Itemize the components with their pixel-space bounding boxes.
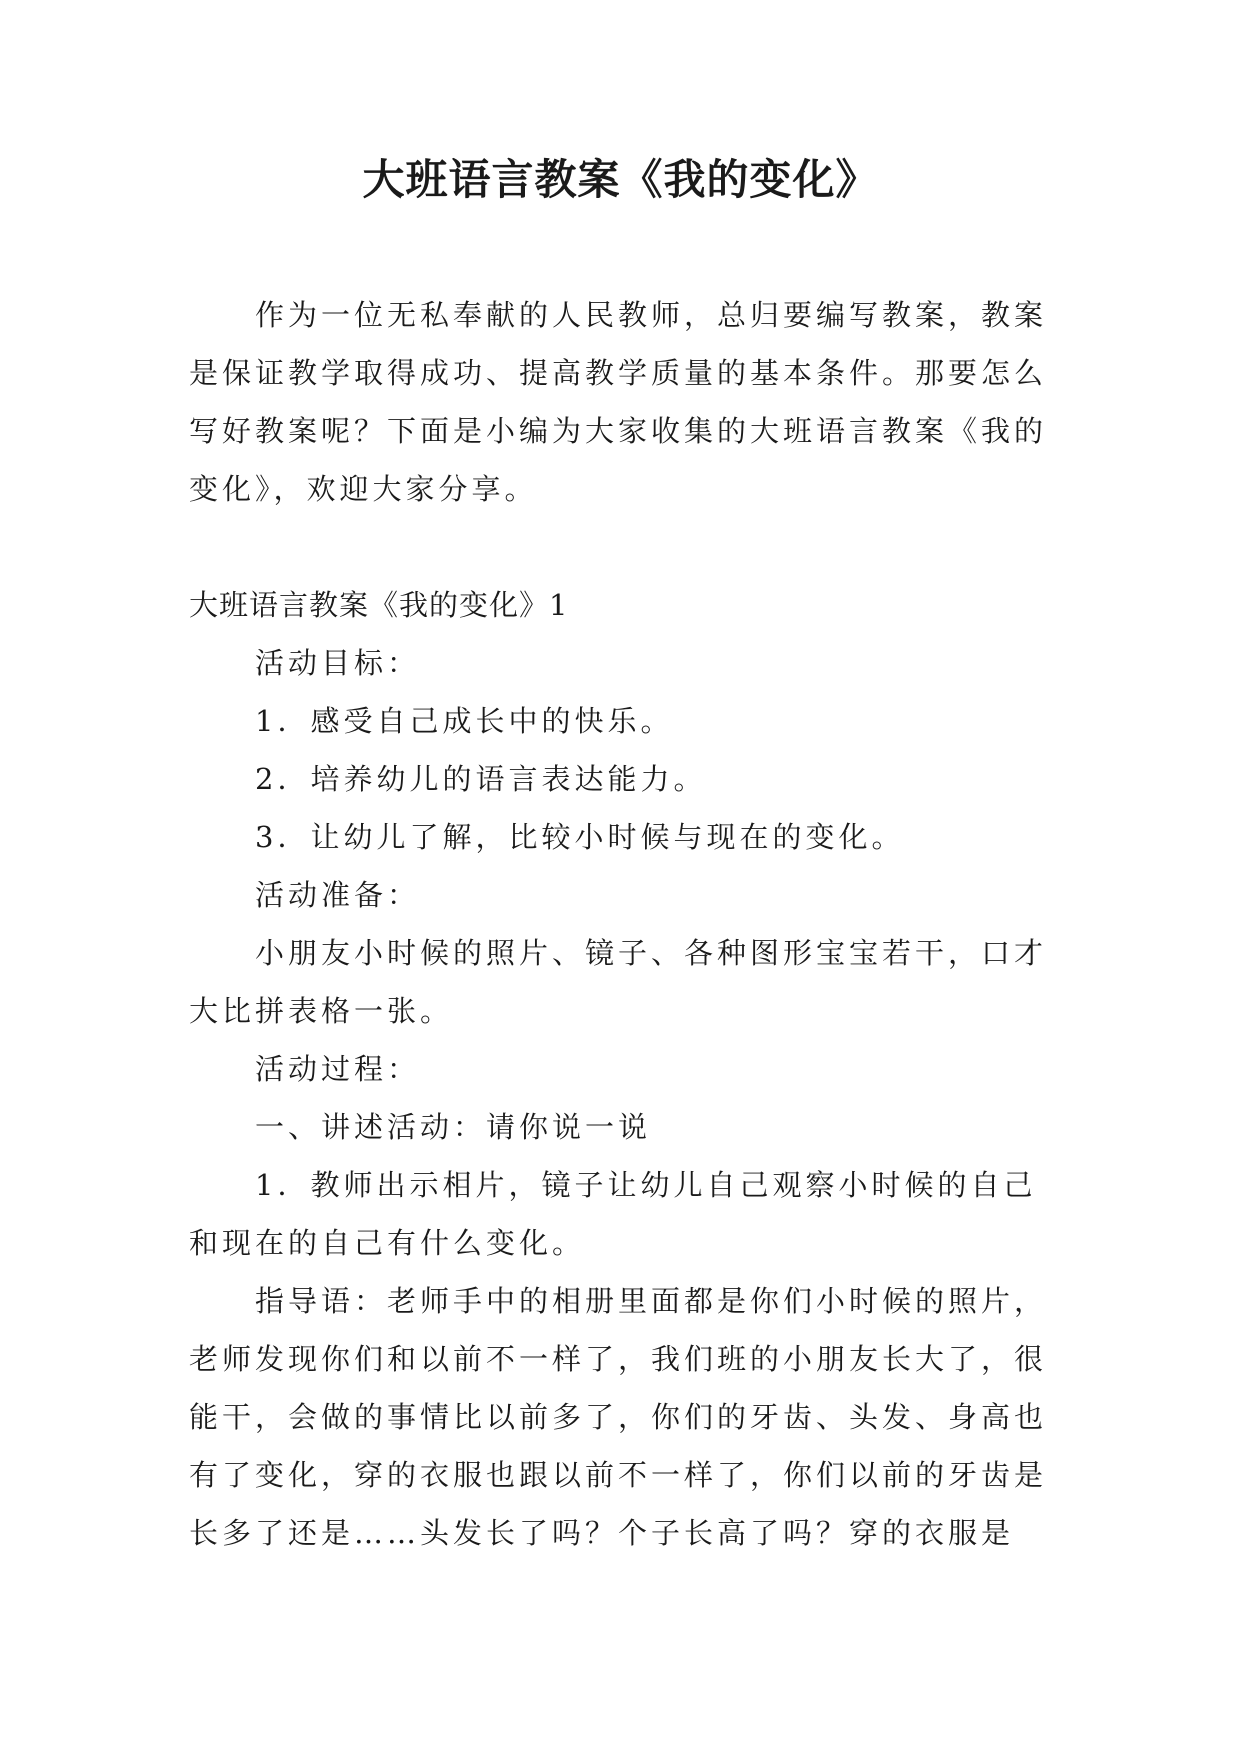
goal-item-1: 1．感受自己成长中的快乐。 xyxy=(255,704,674,738)
guidance-paragraph: 指导语：老师手中的相册里面都是你们小时候的照片，老师发现你们和以前不一样了，我们班的小朋友长大了，很能干，会做的事情比以前多了，你们的牙齿、头发、身高也有了变化，穿的衣服也跟以前不一样了，你们以前的牙齿是长多了还是……头发长了吗？个子长高了吗？穿的衣服是 xyxy=(189,1284,1048,1550)
document-body xyxy=(189,286,1059,1562)
heading-activity-goals: 活动目标： xyxy=(255,646,421,680)
prep-paragraph: 小朋友小时候的照片、镜子、各种图形宝宝若干，口才大比拼表格一张。 xyxy=(189,936,1048,1028)
intro-paragraph: 作为一位无私奉献的人民教师，总归要编写教案，教案是保证教学取得成功、提高教学质量的基本条件。那要怎么写好教案呢？下面是小编为大家收集的大班语言教案《我的变化》，欢迎大家分享。 xyxy=(189,298,1048,506)
heading-activity-process: 活动过程： xyxy=(255,1052,421,1086)
heading-activity-prep: 活动准备： xyxy=(255,878,421,912)
process-step-heading: 一、讲述活动：请你说一说 xyxy=(255,1110,652,1144)
document-title: 大班语言教案《我的变化》 xyxy=(362,155,879,204)
goal-item-3: 3．让幼儿了解，比较小时候与现在的变化。 xyxy=(255,820,905,854)
goal-item-2: 2．培养幼儿的语言表达能力。 xyxy=(255,762,707,796)
process-step-1: 1．教师出示相片，镜子让幼儿自己观察小时候的自己和现在的自己有什么变化。 xyxy=(189,1168,1037,1260)
section-title: 大班语言教案《我的变化》1 xyxy=(189,588,569,622)
